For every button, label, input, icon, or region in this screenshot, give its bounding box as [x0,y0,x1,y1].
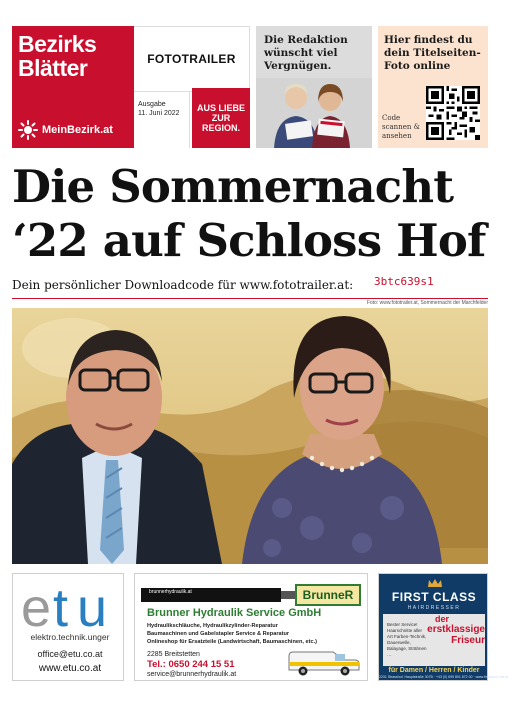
first-class-slogan-line-2: Friseur [451,635,485,646]
headline-line-1: Die Sommernacht [12,160,454,213]
first-class-title: FIRST CLASS [391,590,477,604]
editorial-teaser-text: Die Redaktion wünscht viel Vergnügen. [264,34,348,72]
hose-fitting-icon [281,591,295,599]
first-class-slogan [419,624,485,646]
etu-logo-u: u [77,578,108,638]
photo-credit: Foto: www.fototrailer.at, Sommernacht der Marchfelder [366,300,488,306]
logo-footer [18,120,113,140]
cover-photo-promo-text: Hier findest du dein Titelseiten-Foto online [384,34,481,72]
brunner-service-line: Onlineshop für Ersatzteile (Landwirtschaft, Baumaschinen, etc.) [147,639,318,645]
ad-first-class-hairdresser[interactable] [378,573,508,681]
brunner-services [147,622,357,646]
first-class-subtitle: HAIRDRESSER [407,605,461,611]
brunner-url-bar: brunnerhydraulik.at [141,588,281,602]
logo-line-1: Bezirks [18,31,97,57]
logo-title [18,32,130,80]
first-class-address: 2231 Strasshof, Hauptstraße 307B · +43 (0) 699 801 872 00 · www.firstclass-hair.at [379,675,508,679]
ad-etu[interactable] [12,573,124,681]
section-label: FOTOTRAILER [147,52,236,66]
etu-logo-t: t [53,578,69,638]
issue-date: 11. Juni 2022 [138,110,180,117]
etu-subtitle: elektro.technik.unger [30,632,110,642]
etu-email[interactable]: office@etu.co.at [37,649,103,659]
brunner-phone[interactable]: Tel.: 0650 244 15 51 [147,659,235,670]
service-van-icon [285,648,361,678]
logo-site-name: MeinBezirk.at [42,124,113,136]
brunner-email[interactable]: service@brunnerhydraulik.at [147,671,237,678]
divider-line [12,298,488,299]
first-class-slogan-line-1: erstklassige [427,624,485,635]
qr-code-icon[interactable] [426,86,480,140]
qr-label: Code scannen & ansehen [382,114,420,140]
portrait-photo-icon [12,308,488,564]
editorial-teaser [256,26,372,148]
brunner-location: 2285 Breitstetten [147,651,200,658]
cover-photo-promo [378,26,488,148]
issue-box [134,92,190,148]
masthead [12,26,488,148]
logo-line-2: Blätter [18,55,88,81]
first-class-tagline: Bester Service! Haarschnitte aller Art Farben-Technik, Dauerwelle, Balayage, Strähnen … [387,622,427,657]
ad-brunner-hydraulik[interactable] [134,573,368,681]
download-code-label: Dein persönlicher Downloadcode für www.fototrailer.at: [12,278,354,292]
crown-icon [427,578,443,588]
headline-line-2: ‘22 auf Schloss Hof [12,214,486,267]
section-label-box [134,26,250,92]
first-class-der: der [435,614,450,624]
brunner-service-line: Baumaschinen und Gabelstapler Service & Reparatur [147,631,290,637]
brunner-service-line: Hydraulikschläuche, Hydraulikzylinder-Reparatur [147,623,278,629]
slogan-badge [192,88,250,148]
etu-website[interactable]: www.etu.co.at [38,663,102,674]
cover-photo [12,308,488,564]
editors-photo-icon [256,78,372,148]
sun-logo-icon [18,120,38,140]
slogan-text: AUS LIEBE ZUR REGION. [196,103,245,133]
headline [12,160,492,268]
brunner-logo: BrunneR [295,584,361,606]
issue-label: Ausgabe [138,101,166,108]
first-class-panel [383,614,485,666]
bezirksblaetter-logo[interactable] [12,26,134,148]
first-class-audience: für Damen / Herren / Kinder [388,667,480,674]
download-code[interactable]: 3btc639s1 [374,275,434,288]
brunner-company-name: Brunner Hydraulik Service GmbH [147,607,322,619]
etu-logo-e: e [21,578,52,638]
